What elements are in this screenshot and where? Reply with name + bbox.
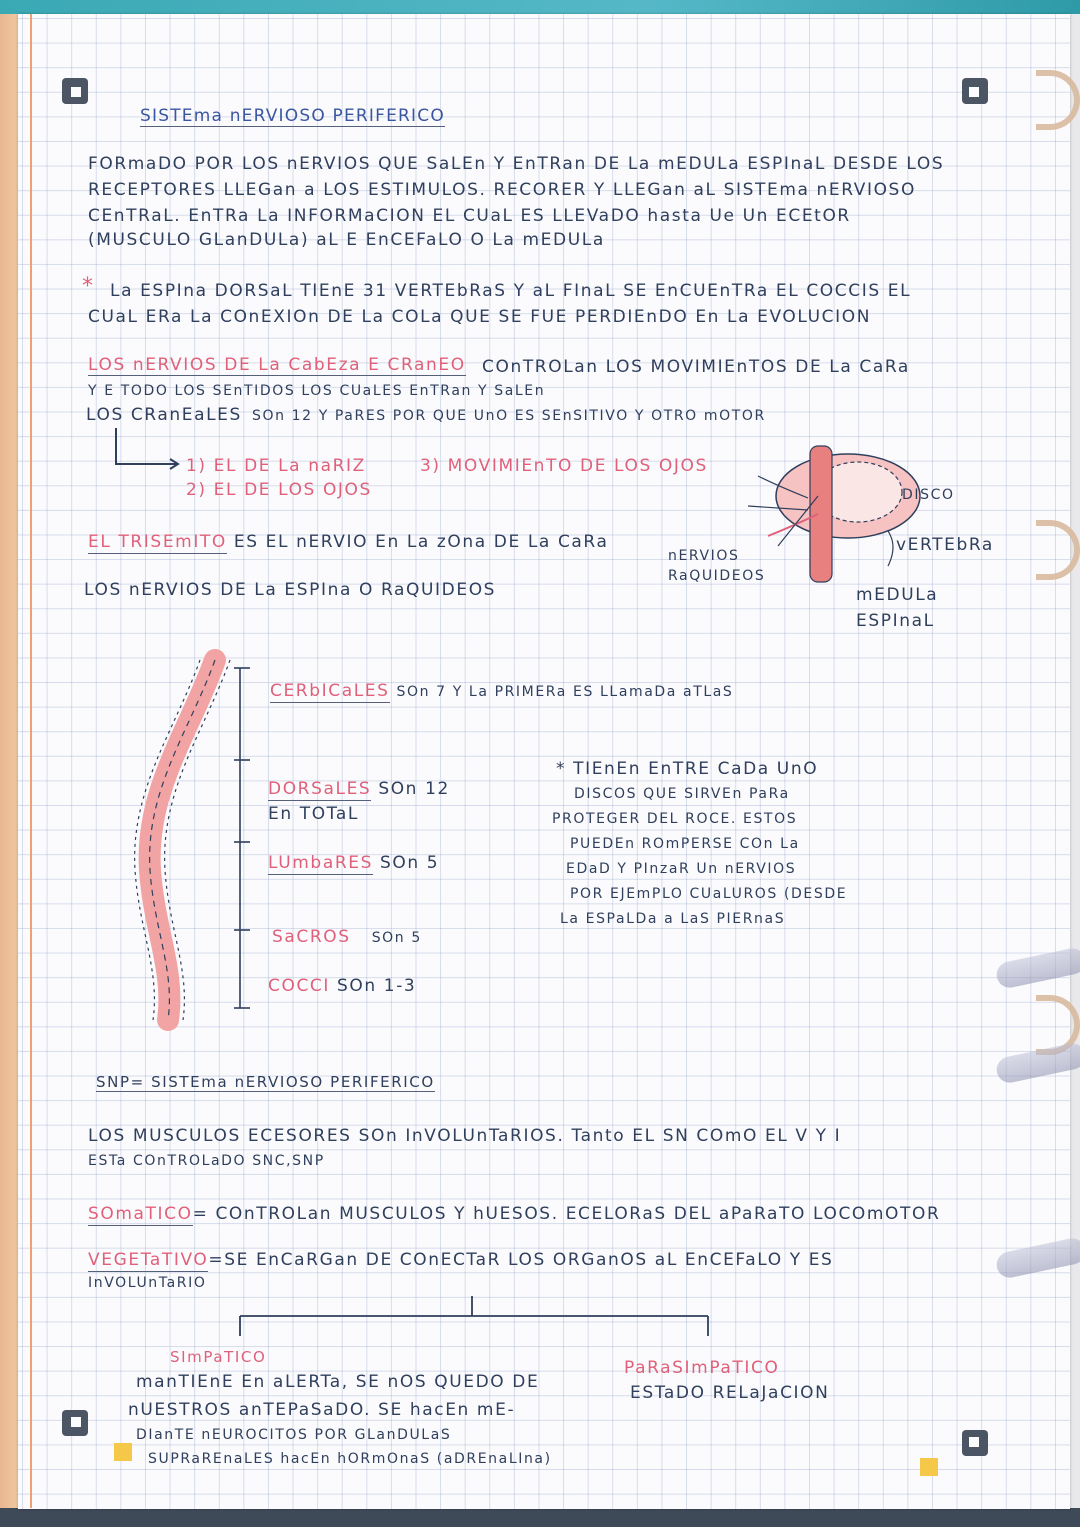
note-star: *	[82, 274, 95, 299]
spine-dorsales	[268, 781, 450, 798]
musculos-line-1: LOS MUSCULOS ECESORES SOn InVOLUnTaRIOS. Tanto EL SN COmO EL V Y I	[88, 1126, 842, 1146]
corner-marker-top-left	[62, 78, 88, 104]
cranial-line-3-prefix: LOS CRanEaLES	[86, 405, 242, 425]
vegetativo-term: VEGETaTIVO	[88, 1250, 209, 1270]
label-disco: DISCO	[902, 487, 955, 503]
dorsales-line-2: En TOTaL	[268, 804, 359, 824]
spine-cervicales	[270, 683, 733, 700]
intro-line-2: RECEPTORES LLEGan a LOS ESTIMULOS. RECORER Y LLEGan aL SISTEma nERVIOSO	[88, 180, 916, 200]
cranial-line-2: Y E TODO LOS SEnTIDOS LOS CUaLES EnTRan Y SaLEn	[88, 383, 546, 399]
label-medula: mEDULa	[856, 585, 939, 605]
binder-ring-2	[1036, 520, 1080, 580]
margin-line	[30, 14, 32, 1508]
branch-bracket	[236, 1296, 716, 1336]
intro-line-3: CEnTRaL. EnTRa La INFORMaCION EL CUaL ES LLEVaDO hasta Ue Un ECEtOR	[88, 206, 851, 226]
lumbares-rest: SOn 5	[380, 853, 440, 873]
note1-line-2: CUaL ERa La COnEXIOn DE La COLa QUE SE FUE PERDIEnDO En La EVOLUCION	[88, 307, 872, 327]
discos-note-1: * TIEnEn EnTRE CaDa UnO	[556, 759, 819, 779]
somatico-rest: = COnTROLan MUSCULOS Y hUESOS. ECELORaS DEL aPaRaTO LOCOmOTOR	[192, 1204, 941, 1224]
intro-line-4: (MUSCULO GLanDULa) aL E EnCEFaLO O La mEDULa	[88, 230, 605, 250]
musculos-line-2: ESTa COnTROLaDO SNC,SNP	[88, 1153, 325, 1169]
corner-marker-top-right	[962, 78, 988, 104]
discos-note-7: La ESPaLDa a LaS PIERnaS	[560, 911, 786, 927]
vegetativo-line-2: InVOLUnTaRIO	[88, 1275, 207, 1291]
corner-marker-bottom-left	[62, 1410, 88, 1436]
simpatico-line-4: SUPRaREnaLES hacEn hORmOnaS (aDREnaLIna)	[148, 1451, 552, 1467]
snp-definition: SNP= SISTEma nERVIOSO PERIFERICO	[96, 1073, 435, 1091]
spine-drawing	[120, 650, 240, 1030]
discos-note-2: DISCOS QUE SIRVEn PaRa	[574, 786, 790, 802]
simpatico-line-1: manTIEnE En aLERTa, SE nOS QUEDO DE	[136, 1372, 540, 1392]
simpatico-line-2: nUESTROS anTEPaSaDO. SE hacEn mE-	[128, 1400, 516, 1420]
binder-ring-1	[1036, 70, 1080, 130]
trigemino-term: EL TRISEmITO	[88, 532, 227, 552]
spine-cocci	[268, 978, 416, 995]
somatico-term: SOmaTICO	[88, 1204, 193, 1224]
bottom-edge-strip	[0, 1508, 1080, 1527]
simpatico-line-3: DIanTE nEUROCITOS POR GLanDULaS	[136, 1427, 452, 1443]
vegetativo-line	[88, 1252, 833, 1269]
somatico-line	[88, 1206, 940, 1223]
discos-note-5: EDaD Y PInzaR Un nERVIOS	[566, 861, 797, 877]
spine-lumbares	[268, 855, 439, 872]
desk-surface-left	[0, 14, 18, 1508]
label-espinal: ESPInaL	[856, 611, 935, 631]
parasimpatico-line: ESTaDO RELaJaCION	[630, 1383, 830, 1403]
simpatico-term: SImPaTICO	[170, 1348, 267, 1366]
page-title: SISTEma nERVIOSO PERIFERICO	[140, 106, 445, 126]
dorsales-term: DORSaLES	[268, 779, 372, 799]
cranial-item-2: 2) EL DE LOS OJOS	[186, 480, 372, 500]
discos-note-6: POR EJEmPLO CUaLUROS (DESDE	[570, 886, 848, 902]
cranial-item-1: 1) EL DE La naRIZ	[186, 456, 366, 476]
discos-note-4: PUEDEn ROmPERSE COn La	[570, 836, 800, 852]
label-vertebra: vERTEbRa	[896, 535, 994, 555]
cranial-bracket-arrow	[112, 428, 192, 468]
cranial-heading-rest: COnTROLan LOS MOVIMIEnTOS DE La CaRa	[482, 357, 910, 377]
trigemino-rest: ES EL nERVIO En La zOna DE La CaRa	[233, 532, 609, 552]
cranial-heading-term: LOS nERVIOS DE La CabEza E CRanEO	[88, 355, 466, 375]
discos-note-3: PROTEGER DEL ROCE. ESTOS	[552, 811, 798, 827]
spine-sacros	[272, 929, 422, 946]
cervicales-term: CERbICaLES	[270, 681, 390, 701]
raquideos-heading: LOS nERVIOS DE La ESPIna O RaQUIDEOS	[84, 580, 497, 600]
yellow-marker-right	[920, 1458, 938, 1476]
top-edge-strip	[0, 0, 1080, 14]
intro-line-1: FORmaDO POR LOS nERVIOS QUE SaLEn Y EnTRan DE La mEDULa ESPInaL DESDE LOS	[88, 154, 945, 174]
trigemino-line	[88, 534, 608, 551]
cocci-term: COCCI	[268, 976, 331, 996]
note1-line-1: La ESPIna DORSaL TIEnE 31 VERTEbRaS Y aL FInaL SE EnCUEnTRa EL COCCIS EL	[110, 281, 912, 301]
sacros-term: SaCROS	[272, 927, 351, 947]
parasimpatico-term: PaRaSImPaTICO	[624, 1358, 780, 1378]
corner-marker-bottom-right	[962, 1430, 988, 1456]
lumbares-term: LUmbaRES	[268, 853, 373, 873]
cranial-item-3: 3) MOVIMIEnTO DE LOS OJOS	[420, 456, 708, 476]
cervicales-rest: SOn 7 Y La PRIMERa ES LLamaDa aTLaS	[396, 684, 734, 700]
yellow-marker-left	[114, 1443, 132, 1461]
vertebra-diagram	[738, 436, 938, 586]
vegetativo-rest: =SE EnCaRGan DE COnECTaR LOS ORGanOS aL EnCEFaLO Y ES	[208, 1250, 834, 1270]
dorsales-rest: SOn 12	[378, 779, 450, 799]
cocci-rest: SOn 1-3	[337, 976, 417, 996]
sacros-rest: SOn 5	[371, 930, 422, 946]
cranial-line-3-rest: SOn 12 Y PaRES POR QUE UnO ES SEnSITIVO Y OTRO mOTOR	[252, 408, 766, 424]
spine-bracket	[234, 668, 254, 1008]
label-nervios: nERVIOS	[668, 548, 740, 564]
label-raquideos: RaQUIDEOS	[668, 568, 766, 584]
